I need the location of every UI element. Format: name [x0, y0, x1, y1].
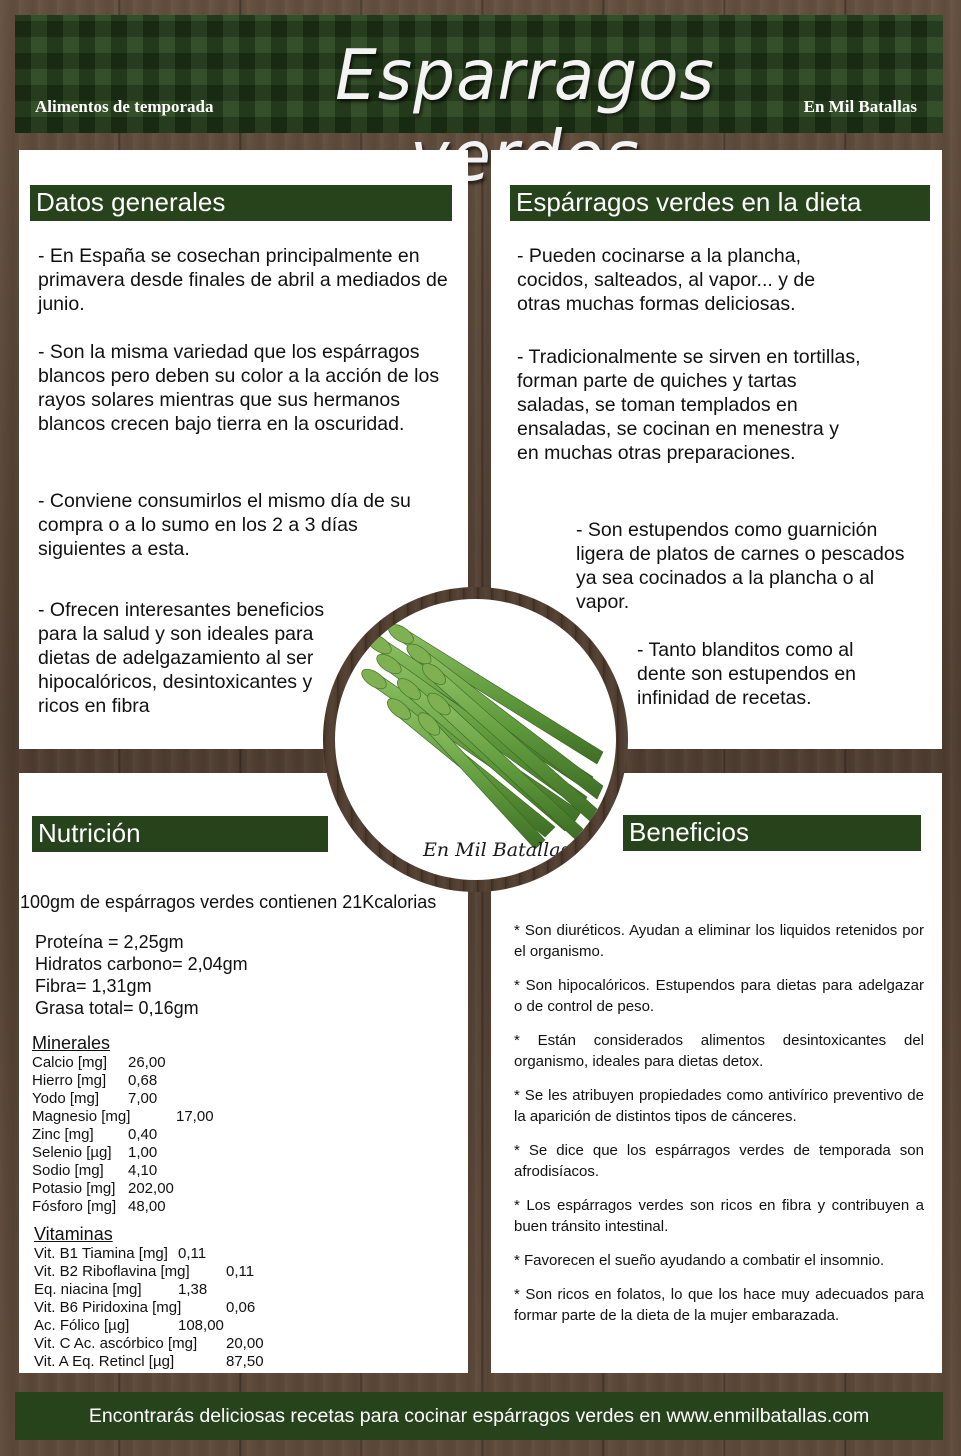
mineral-value: 17,00 [176, 1108, 214, 1125]
macro-grasa: Grasa total= 0,16gm [35, 998, 199, 1018]
mineral-name: Fósforo [mg] [32, 1198, 117, 1215]
asparagus-photo [335, 599, 616, 880]
vitamin-name: Vit. B2 Riboflavina [mg] [34, 1263, 190, 1280]
vitamin-name: Vit. C Ac. ascórbico [mg] [34, 1335, 198, 1352]
vitamin-row [34, 1299, 256, 1317]
header-left-label: Alimentos de temporada [35, 97, 214, 116]
section-title-beneficios: Beneficios [623, 815, 921, 851]
dieta-paragraph-1: - Pueden cocinarse a la plancha, cocidos, salteados, al vapor... y de otras muchas formas deliciosas. [517, 245, 816, 315]
vitamin-row [34, 1281, 208, 1299]
vitamin-value: 0,11 [226, 1263, 255, 1280]
mineral-name: Potasio [mg] [32, 1180, 116, 1197]
macro-hidratos: Hidratos carbono= 2,04gm [35, 954, 248, 974]
mineral-name: Zinc [mg] [32, 1126, 94, 1143]
vitamin-value: 20,00 [226, 1335, 264, 1352]
mineral-name: Hierro [mg] [32, 1072, 107, 1089]
vitamin-row [34, 1335, 264, 1353]
vitamin-value: 108,00 [178, 1317, 224, 1334]
datos-paragraph-3: - Conviene consumirlos el mismo día de su compra o a lo sumo en los 2 a 3 días siguientes a esta. [38, 490, 411, 560]
mineral-row [32, 1126, 158, 1144]
mineral-row [32, 1180, 174, 1198]
asparagus-photo-frame [323, 587, 628, 892]
section-title-dieta: Espárragos verdes en la dieta [510, 185, 930, 221]
mineral-value: 0,68 [128, 1072, 158, 1089]
datos-paragraph-4: - Ofrecen interesantes beneficios para la salud y son ideales para dietas de adelgazamiento al ser hipocalóricos, desintoxicantes y ricos en fibra [38, 599, 325, 717]
nutricion-intro: 100gm de espárragos verdes contienen 21Kcalorias [20, 892, 437, 912]
vitamin-value: 1,38 [178, 1281, 208, 1298]
datos-paragraph-1: - En España se cosechan principalmente en primavera desde finales de abril a mediados de junio. [38, 245, 448, 315]
mineral-row [32, 1090, 158, 1108]
page-title: Esparragos [335, 35, 715, 116]
vitamin-row [34, 1263, 255, 1281]
dieta-paragraph-3: - Son estupendos como guarnición ligera de platos de carnes o pescados ya sea cocinados a la plancha o al vapor. [576, 519, 905, 613]
beneficio-item: * Son ricos en folatos, lo que los hace muy adecuados para formar parte de la dieta de la mujer embarazada. [514, 1286, 924, 1324]
header-banner [15, 15, 943, 133]
mineral-value: 26,00 [128, 1054, 166, 1071]
mineral-row [32, 1054, 166, 1072]
datos-paragraph-2: - Son la misma variedad que los espárragos blancos pero deben su color a la acción de los rayos solares mientras que sus hermanos blancos crecen bajo tierra en la oscuridad. [38, 341, 440, 435]
photo-watermark: En Mil Batallas [423, 839, 571, 861]
header-right-label: En Mil Batallas [803, 97, 917, 116]
asparagus-stalks [370, 629, 603, 849]
beneficio-item: * Se les atribuyen propiedades como antivírico preventivo de la aparición de distintos tipos de cánceres. [514, 1087, 924, 1125]
vitamin-name: Ac. Fólico [µg] [34, 1317, 130, 1334]
beneficio-item: * Los espárragos verdes son ricos en fibra y contribuyen a buen tránsito intestinal. [514, 1197, 924, 1235]
dieta-paragraph-2: - Tradicionalmente se sirven en tortillas, forman parte de quiches y tartas saladas, se toman templados en ensaladas, se cocinan en menestra y en muchas otras preparaciones. [517, 346, 861, 464]
mineral-name: Sodio [mg] [32, 1162, 104, 1179]
vitaminas-heading: Vitaminas [34, 1224, 113, 1244]
vitamin-name: Vit. B1 Tiamina [mg] [34, 1245, 168, 1262]
vitamin-row [34, 1353, 264, 1371]
mineral-value: 7,00 [128, 1090, 158, 1107]
vitamin-value: 0,11 [178, 1245, 207, 1262]
macro-proteina: Proteína = 2,25gm [35, 932, 184, 952]
mineral-value: 0,40 [128, 1126, 158, 1143]
vitamin-value: 87,50 [226, 1353, 264, 1370]
mineral-row [32, 1144, 158, 1162]
beneficio-item: * Favorecen el sueño ayudando a combatir el insomnio. [514, 1252, 885, 1269]
macro-fibra: Fibra= 1,31gm [35, 976, 152, 996]
vitamin-value: 0,06 [226, 1299, 256, 1316]
vitamin-row [34, 1317, 224, 1335]
mineral-row [32, 1108, 214, 1126]
mineral-value: 48,00 [128, 1198, 166, 1215]
vitamin-row [34, 1245, 207, 1263]
mineral-row [32, 1198, 166, 1216]
mineral-row [32, 1072, 158, 1090]
mineral-value: 202,00 [128, 1180, 174, 1197]
mineral-value: 1,00 [128, 1144, 158, 1161]
asparagus-illustration [335, 599, 616, 880]
vitamin-name: Eq. niacina [mg] [34, 1281, 142, 1298]
section-title-datos: Datos generales [30, 185, 452, 221]
mineral-name: Calcio [mg] [32, 1054, 108, 1071]
beneficio-item: * Son hipocalóricos. Estupendos para dietas para adelgazar o de control de peso. [514, 977, 924, 1015]
vitamin-name: Vit. B6 Piridoxina [mg] [34, 1299, 182, 1316]
mineral-name: Yodo [mg] [32, 1090, 99, 1107]
beneficio-item: * Se dice que los espárragos verdes de temporada son afrodisíacos. [514, 1142, 924, 1180]
dieta-paragraph-4: - Tanto blanditos como al dente son estupendos en infinidad de recetas. [637, 639, 857, 709]
mineral-name: Selenio [µg] [32, 1144, 112, 1161]
minerales-heading: Minerales [32, 1033, 111, 1053]
vitamin-name: Vit. A Eq. Retincl [µg] [34, 1353, 175, 1370]
mineral-name: Magnesio [mg] [32, 1108, 131, 1125]
beneficio-item: * Están considerados alimentos desintoxicantes del organismo, ideales para dietas detox. [514, 1032, 924, 1070]
mineral-row [32, 1162, 158, 1180]
beneficio-item: * Son diuréticos. Ayudan a eliminar los liquidos retenidos por el organismo. [514, 922, 924, 960]
footer-banner: Encontrarás deliciosas recetas para cocinar espárragos verdes en www.enmilbatallas.com [15, 1392, 943, 1440]
section-title-nutricion: Nutrición [32, 816, 328, 852]
mineral-value: 4,10 [128, 1162, 158, 1179]
